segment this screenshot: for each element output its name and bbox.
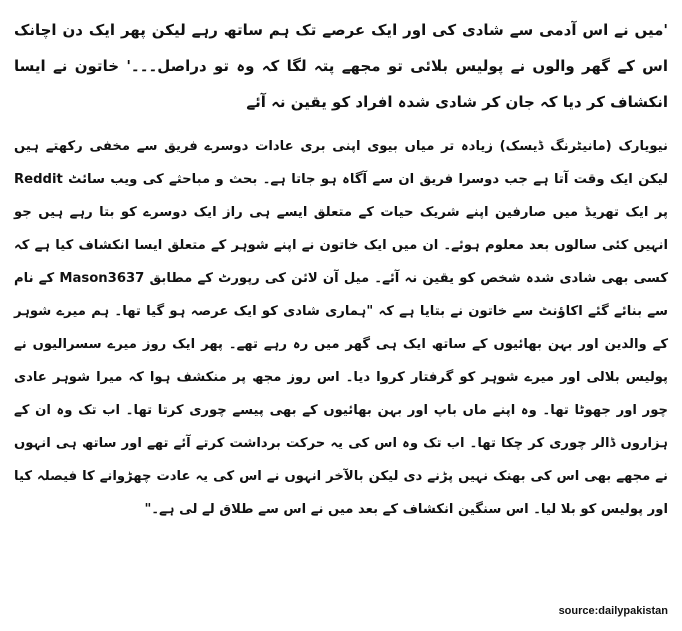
source-credit: source:dailypakistan	[558, 605, 668, 617]
article-body: نیویارک (مانیٹرنگ ڈیسک) زیادہ تر میاں بیوی اپنی بری عادات دوسرے فریق سے مخفی رکھتے ہیں لیکن ایک وقت آتا ہے جب دوسرا فریق ان سے آگاہ ہو جاتا ہے۔ بحث و مباحثے کی ویب سائٹ Reddit پر ایک تھریڈ میں صارفین اپنے شریک حیات کے متعلق ایسے ہی راز ایک دوسرے کو بتا رہے ہیں جو انہیں کئی سالوں بعد معلوم ہوئے۔ ان میں ایک خاتون نے اپنے شوہر کے متعلق ایسا انکشاف کیا ہے کہ کسی بھی شادی شدہ شخص کو یقین نہ آئے۔ میل آن لائن کی رپورٹ کے مطابق Mason3637 کے نام سے بنائے گئے اکاﺅنٹ سے خاتون نے بتایا ہے کہ "ہماری شادی کو ایک عرصہ ہو گیا تھا۔ ہم میرے شوہر کے والدین اور بہن بھائیوں کے ساتھ ایک ہی گھر میں رہ رہے تھے۔ پھر ایک روز میرے سسرالیوں نے پولیس بلالی اور میرے شوہر کو گرفتار کروا دیا۔ اس روز مجھ پر منکشف ہوا کہ میرا شوہر عادی چور اور جھوٹا تھا۔ وہ اپنے ماں باپ اور بہن بھائیوں کے بھی پیسے چوری کرتا تھا۔ اب تک وہ ان کے ہزاروں ڈالر چوری کر چکا تھا۔ اب تک وہ اس کی یہ حرکت برداشت کرتے آئے تھے اور ساتھ ہی انہوں نے مجھے بھی اس کی بھنک نہیں پڑنے دی لیکن بالآخر انہوں نے اس کی یہ عادت چھڑوانے کا فیصلہ کیا اور پولیس کو بلا لیا۔ اس سنگین انکشاف کے بعد میں نے اس سے طلاق لے لی ہے۔"	[14, 139, 668, 517]
article-headline: 'میں نے اس آدمی سے شادی کی اور ایک عرصے تک ہم ساتھ رہے لیکن پھر ایک دن اچانک اس کے گھر والوں نے پولیس بلائی تو مجھے پتہ لگا کہ وہ تو دراصل۔۔۔' خاتون نے ایسا انکشاف کر دیا کہ جان کر شادی شدہ افراد کو یقین نہ آئے	[14, 21, 668, 111]
article	[14, 12, 668, 526]
